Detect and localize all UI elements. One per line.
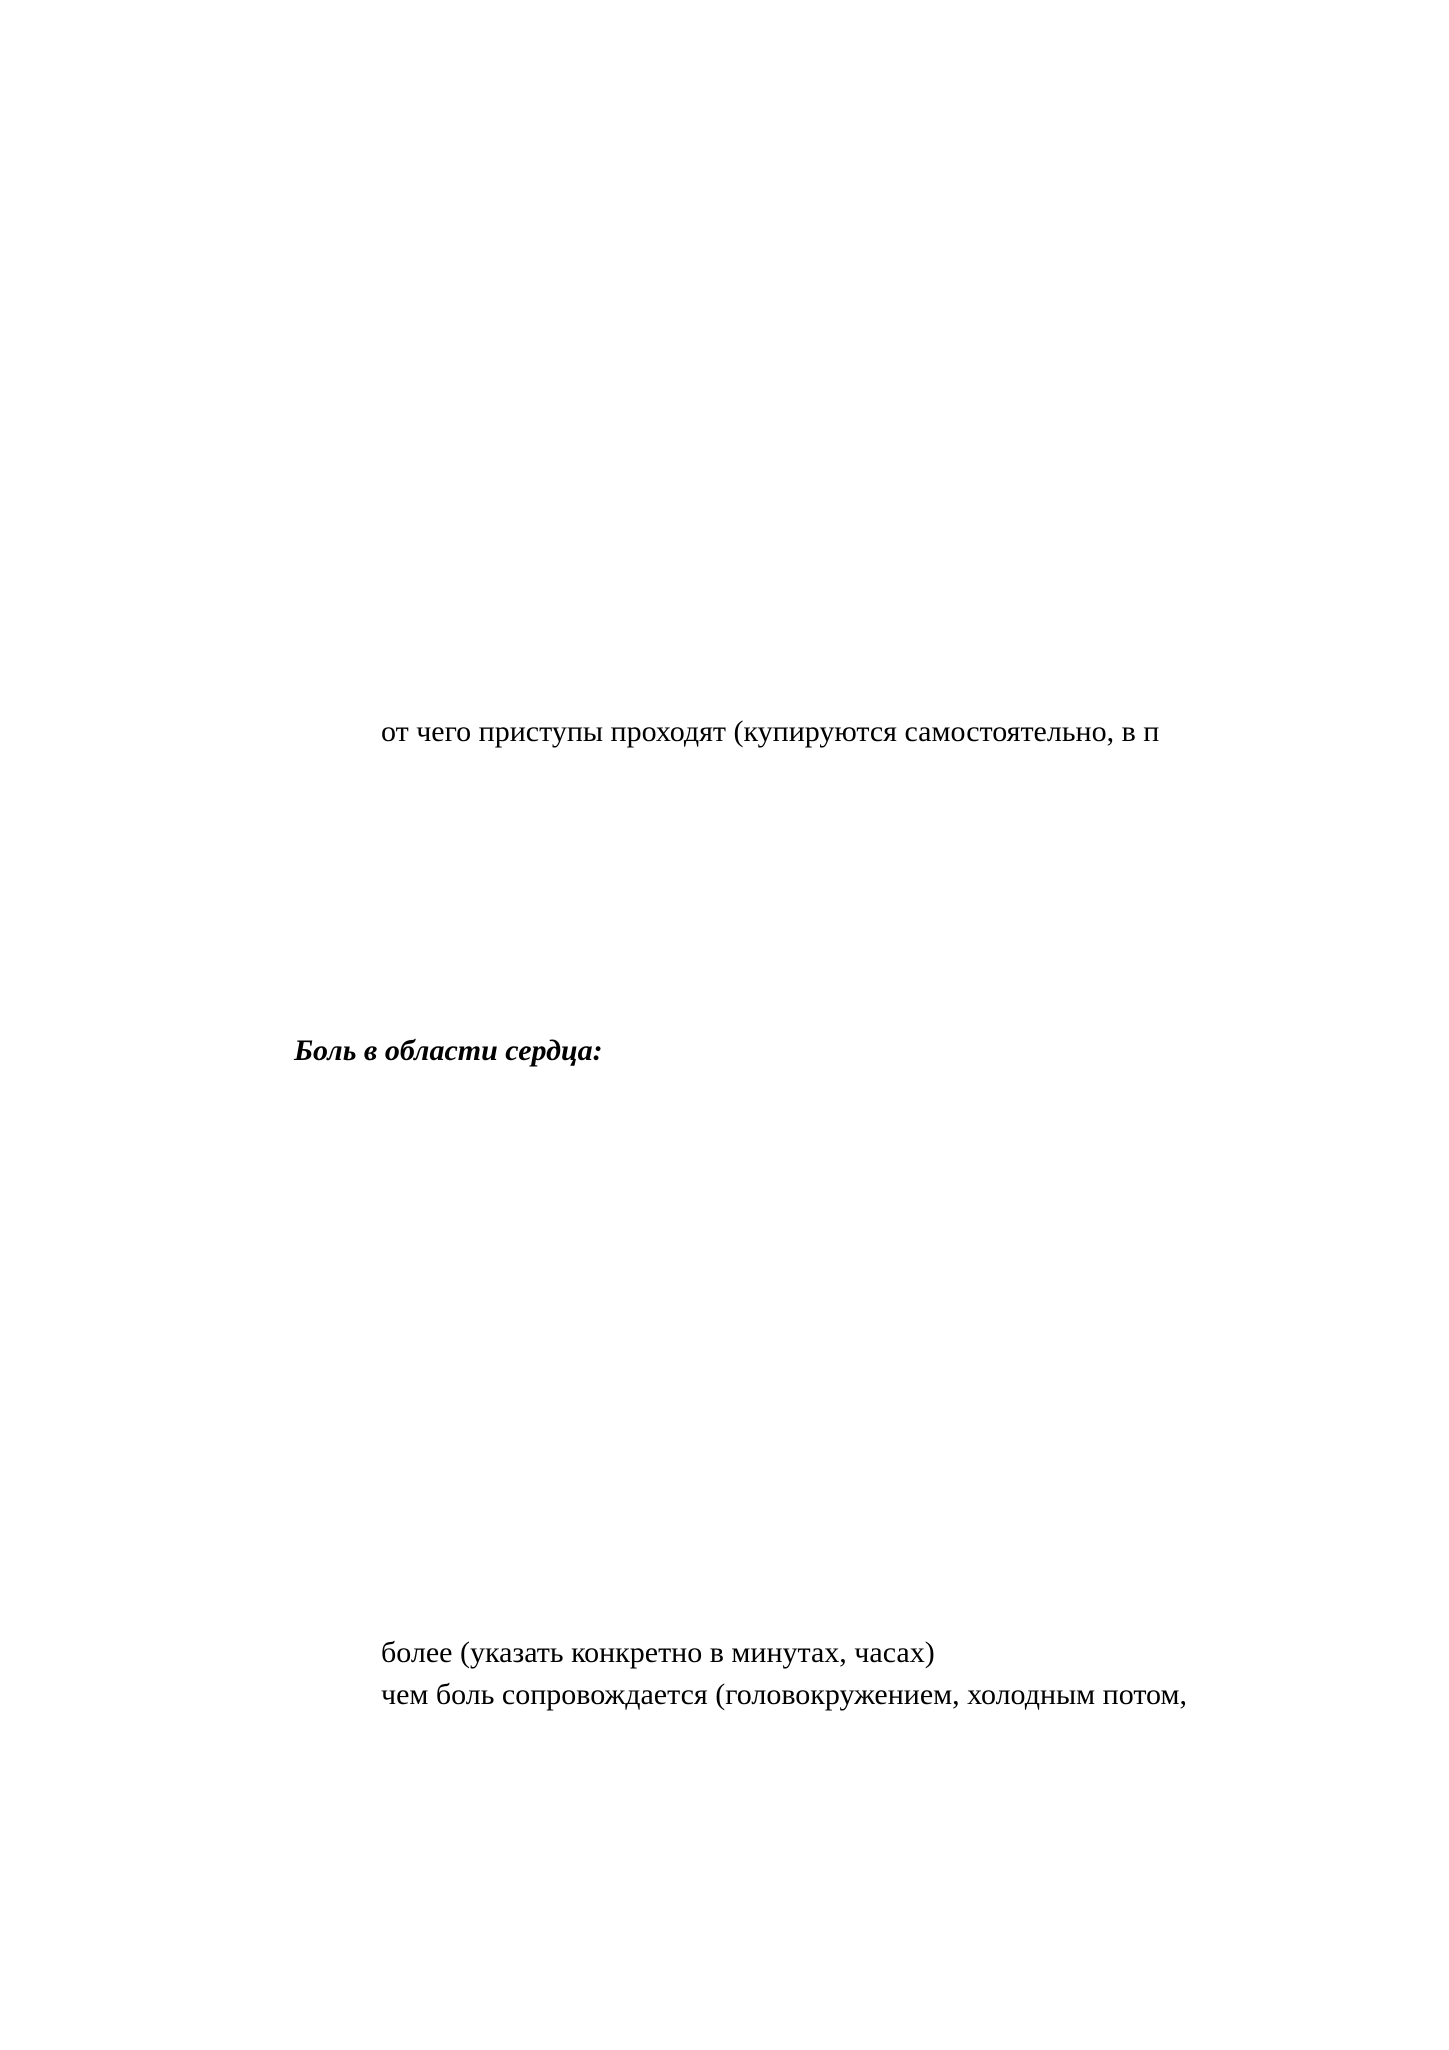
attacks-relief-text: от чего приступы проходят (купируются самостоятельно, в п [381, 715, 1160, 748]
accompanied-by-text: чем боль сопровождается (головокружением, холодным потом, [381, 1678, 1187, 1711]
heart-pain-heading: Боль в области сердца: [294, 1034, 603, 1067]
duration-text: более (указать конкретно в минутах, часах) [381, 1636, 935, 1669]
